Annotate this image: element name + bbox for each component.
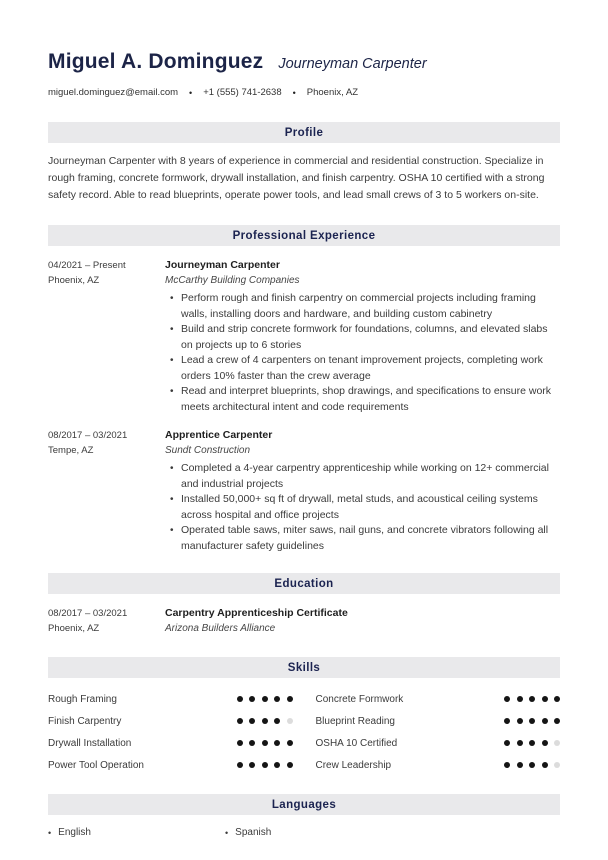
skill-label: Finish Carpentry (48, 715, 122, 727)
skill-row (316, 754, 561, 776)
language-label: Spanish (235, 827, 272, 838)
rating-dot-filled (504, 762, 510, 768)
rating-dot-filled (249, 718, 255, 724)
experience-entry (48, 428, 560, 554)
education-title: Carpentry Apprenticeship Certificate (165, 607, 348, 619)
rating-dot-filled (262, 696, 268, 702)
candidate-name: Miguel A. Dominguez (48, 50, 264, 73)
skill-rating-dots (498, 718, 561, 724)
education-entry (48, 606, 560, 636)
education-meta (48, 606, 165, 636)
rating-dot-filled (504, 718, 510, 724)
rating-dot-filled (517, 696, 523, 702)
rating-dot-filled (262, 740, 268, 746)
section-heading-languages: Languages (271, 798, 337, 811)
skill-rating-dots (230, 718, 293, 724)
education-school: Arizona Builders Alliance (165, 623, 276, 634)
experience-bullet: • Completed a 4-year carpentry apprenticeship while working on 12+ commercial and industrial projects (165, 461, 560, 492)
section-heading-skills: Skills (287, 661, 321, 674)
skill-rating-dots (498, 762, 561, 768)
rating-dot-filled (529, 696, 535, 702)
experience-details (165, 428, 560, 554)
experience-bullet: • Installed 50,000+ sq ft of drywall, metal studs, and acoustical ceiling systems across hospital and office projects (165, 492, 560, 523)
languages-row (48, 827, 560, 838)
language-label: English (58, 827, 91, 838)
rating-dot-filled (274, 696, 280, 702)
skills-column-right (316, 688, 561, 776)
section-bar-education (48, 573, 560, 594)
skill-label: Crew Leadership (315, 759, 392, 771)
skills-column-left (48, 688, 293, 776)
contact-row (48, 87, 560, 98)
rating-dot-filled (287, 696, 293, 702)
rating-dot-filled (504, 696, 510, 702)
education-details (165, 606, 560, 636)
rating-dot-filled (237, 740, 243, 746)
section-heading-experience: Professional Experience (232, 229, 376, 242)
experience-title: Journeyman Carpenter (165, 259, 280, 271)
experience-bullet: • Read and interpret blueprints, shop drawings, and specifications to ensure work meets architectural intent and code requirements (165, 384, 560, 415)
rating-dot-filled (542, 718, 548, 724)
skill-label: Rough Framing (48, 693, 117, 705)
rating-dot-filled (262, 762, 268, 768)
rating-dot-filled (504, 740, 510, 746)
skill-row (48, 754, 293, 776)
skill-rating-dots (498, 696, 561, 702)
rating-dot-filled (274, 718, 280, 724)
rating-dot-filled (517, 718, 523, 724)
experience-company: Sundt Construction (165, 445, 251, 456)
rating-dot-filled (529, 718, 535, 724)
experience-dates: 08/2017 – 03/2021 (48, 430, 128, 441)
rating-dot-filled (274, 740, 280, 746)
skill-row (316, 732, 561, 754)
bullet-separator: • (292, 87, 296, 98)
experience-bullets (165, 291, 560, 415)
experience-dates: 04/2021 – Present (48, 260, 126, 271)
section-bar-languages (48, 794, 560, 815)
experience-bullet: • Operated table saws, miter saws, nail guns, and concrete vibrators following all manufacturer safety guidelines (165, 523, 560, 554)
rating-dot-filled (262, 718, 268, 724)
skill-rating-dots (230, 762, 293, 768)
experience-location: Tempe, AZ (48, 445, 94, 456)
skill-label: Power Tool Operation (48, 759, 144, 771)
rating-dot-filled (542, 762, 548, 768)
skill-rating-dots (498, 740, 561, 746)
rating-dot-empty (287, 718, 293, 724)
rating-dot-filled (249, 762, 255, 768)
skill-row (316, 688, 561, 710)
education-location: Phoenix, AZ (48, 623, 100, 634)
experience-bullet: • Lead a crew of 4 carpenters on tenant improvement projects, completing work orders 10% faster than the crew average (165, 353, 560, 384)
experience-entry (48, 258, 560, 415)
skill-row (48, 688, 293, 710)
bullet-separator: • (189, 87, 193, 98)
experience-title: Apprentice Carpenter (165, 429, 273, 441)
skill-rating-dots (230, 696, 293, 702)
skill-rating-dots (230, 740, 293, 746)
experience-bullet: • Build and strip concrete formwork for foundations, columns, and elevated slabs on projects up to 6 stories (165, 322, 560, 353)
rating-dot-filled (542, 696, 548, 702)
skill-row (48, 732, 293, 754)
experience-bullet: • Perform rough and finish carpentry on commercial projects including framing walls, installing doors and hardware, and building custom cabinetry (165, 291, 560, 322)
profile-summary: Journeyman Carpenter with 8 years of experience in commercial and residential construction. Specialize in rough framing, concrete formwork, drywall installation, and finish carpentry. OSHA 10 certified with a strong safety record. Able to read blueprints, operate power tools, and lead small crews of 3 to 5 workers on-site. (48, 155, 545, 201)
rating-dot-filled (274, 762, 280, 768)
skill-label: OSHA 10 Certified (315, 737, 398, 749)
bullet-marker: • (48, 827, 52, 838)
rating-dot-filled (554, 718, 560, 724)
contact-email: miguel.dominguez@email.com (48, 87, 179, 98)
section-bar-skills (48, 657, 560, 678)
skills-grid (48, 688, 560, 776)
skill-label: Concrete Formwork (315, 693, 404, 705)
experience-meta (48, 428, 165, 554)
rating-dot-filled (249, 696, 255, 702)
language-item (48, 827, 225, 838)
rating-dot-empty (554, 740, 560, 746)
contact-location: Phoenix, AZ (306, 87, 359, 98)
resume-header (48, 50, 560, 74)
experience-company: McCarthy Building Companies (165, 275, 300, 286)
education-dates: 08/2017 – 03/2021 (48, 608, 128, 619)
contact-phone: +1 (555) 741-2638 (203, 87, 282, 98)
skill-label: Drywall Installation (48, 737, 132, 749)
experience-bullets (165, 461, 560, 554)
experience-location: Phoenix, AZ (48, 275, 100, 286)
rating-dot-filled (517, 740, 523, 746)
candidate-job-title: Journeyman Carpenter (278, 56, 427, 72)
experience-meta (48, 258, 165, 415)
rating-dot-filled (517, 762, 523, 768)
rating-dot-filled (287, 740, 293, 746)
skill-row (316, 710, 561, 732)
section-bar-profile (48, 122, 560, 143)
section-bar-experience (48, 225, 560, 246)
rating-dot-filled (554, 696, 560, 702)
rating-dot-filled (287, 762, 293, 768)
section-heading-profile: Profile (284, 126, 324, 139)
rating-dot-empty (554, 762, 560, 768)
rating-dot-filled (237, 762, 243, 768)
rating-dot-filled (529, 762, 535, 768)
rating-dot-filled (529, 740, 535, 746)
experience-details (165, 258, 560, 415)
skill-row (48, 710, 293, 732)
language-item (225, 827, 402, 838)
rating-dot-filled (237, 718, 243, 724)
bullet-marker: • (225, 827, 229, 838)
rating-dot-filled (542, 740, 548, 746)
rating-dot-filled (237, 696, 243, 702)
section-heading-education: Education (274, 577, 334, 590)
skill-label: Blueprint Reading (315, 715, 395, 727)
rating-dot-filled (249, 740, 255, 746)
